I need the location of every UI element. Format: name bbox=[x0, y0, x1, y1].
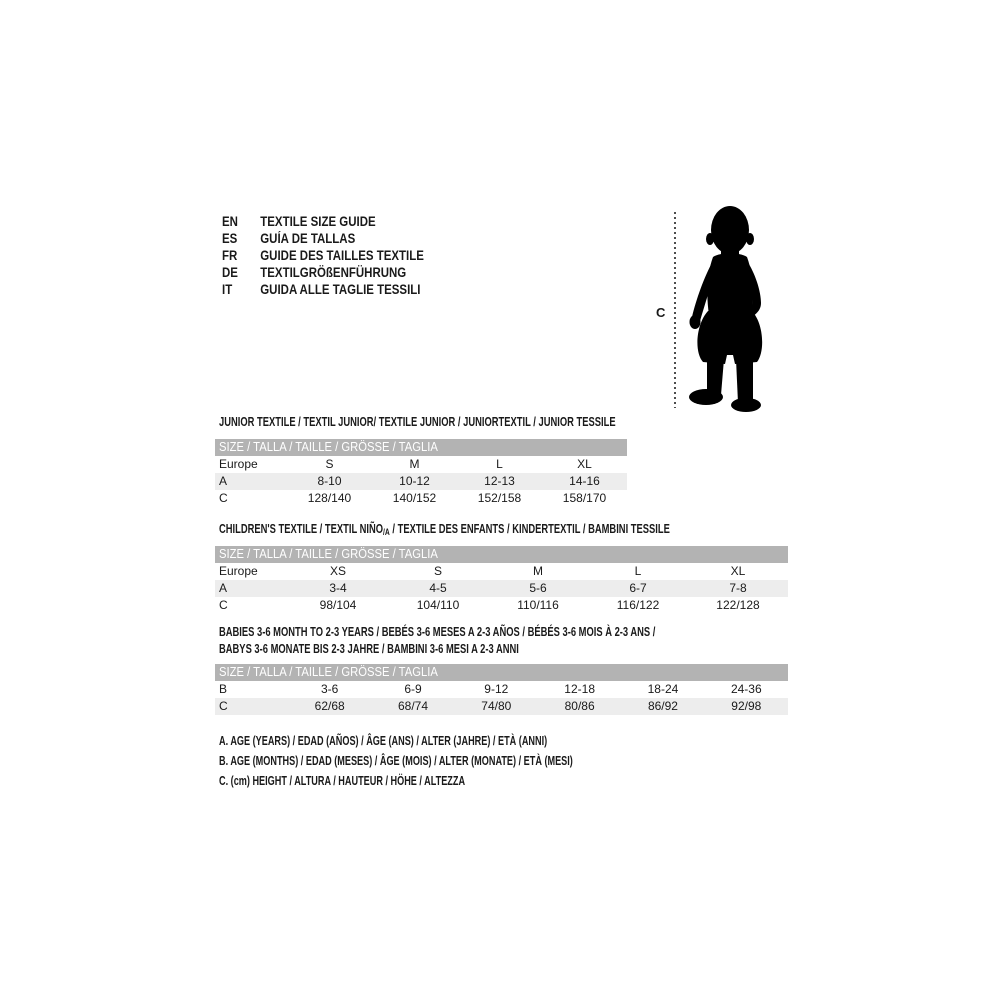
junior-table-title: JUNIOR TEXTILE / TEXTIL JUNIOR/ TEXTILE JUNIOR / JUNIORTEXTIL / JUNIOR TESSILE bbox=[219, 415, 616, 429]
language-list bbox=[222, 213, 460, 298]
language-code: IT bbox=[222, 282, 233, 297]
size-cell: 128/140 bbox=[307, 491, 352, 505]
babies-title-line-1: BABIES 3-6 MONTH TO 2-3 YEARS / BEBÉS 3-6 MESES A 2-3 AÑOS / BÉBÉS 3-6 MOIS À 2-3 ANS / bbox=[219, 625, 656, 639]
row-label: B bbox=[219, 682, 228, 696]
legend-line-b: B. AGE (MONTHS) / EDAD (MESES) / ÂGE (MOIS) / ALTER (MONATE) / ETÀ (MESI) bbox=[219, 754, 573, 768]
table-row-europe bbox=[215, 456, 627, 473]
row-label: C bbox=[219, 491, 228, 505]
language-label: GUIDA ALLE TAGLIE TESSILI bbox=[260, 282, 421, 297]
size-cell: 86/92 bbox=[647, 699, 678, 713]
table-row-months bbox=[215, 681, 788, 698]
table-row-age bbox=[215, 580, 788, 597]
size-cell: 92/98 bbox=[731, 699, 762, 713]
babies-title-line-2: BABYS 3-6 MONATE BIS 2-3 JAHRE / BAMBINI 3-6 MESI A 2-3 ANNI bbox=[219, 642, 519, 656]
height-dotted-line bbox=[674, 212, 676, 408]
size-cell: 5-6 bbox=[529, 581, 547, 595]
size-cell: 68/74 bbox=[397, 699, 428, 713]
size-cell: 6-9 bbox=[404, 682, 422, 696]
size-cell: 4-5 bbox=[429, 581, 447, 595]
table-row-height bbox=[215, 597, 788, 614]
language-label: TEXTILE SIZE GUIDE bbox=[260, 214, 376, 229]
size-header-bar bbox=[215, 439, 627, 456]
size-cell: 116/122 bbox=[616, 598, 660, 612]
size-cell: 9-12 bbox=[484, 682, 509, 696]
size-cell: L bbox=[496, 457, 503, 471]
language-label: GUÍA DE TALLAS bbox=[260, 231, 356, 246]
size-cell: 10-12 bbox=[399, 474, 430, 488]
language-code: FR bbox=[222, 248, 238, 263]
size-cell: 24-36 bbox=[730, 682, 762, 696]
height-dimension-label: C bbox=[656, 305, 666, 320]
table-row-europe bbox=[215, 563, 788, 580]
size-cell: S bbox=[325, 457, 334, 471]
size-cell: 62/68 bbox=[314, 699, 345, 713]
size-header-label: SIZE / TALLA / TAILLE / GRÖSSE / TAGLIA bbox=[219, 665, 438, 679]
legend-line-c: C. (cm) HEIGHT / ALTURA / HAUTEUR / HÖHE / ALTEZZA bbox=[219, 774, 466, 788]
legend-line-a: A. AGE (YEARS) / EDAD (AÑOS) / ÂGE (ANS) / ALTER (JAHRE) / ETÀ (ANNI) bbox=[219, 734, 548, 748]
size-cell: 7-8 bbox=[729, 581, 747, 595]
size-cell: S bbox=[433, 564, 442, 578]
size-header-label: SIZE / TALLA / TAILLE / GRÖSSE / TAGLIA bbox=[219, 440, 438, 454]
size-cell: 14-16 bbox=[569, 474, 600, 488]
size-cell: 110/116 bbox=[517, 598, 559, 612]
table-row-age bbox=[215, 473, 627, 490]
size-header-bar bbox=[215, 546, 788, 563]
row-label: Europe bbox=[219, 564, 258, 578]
language-row-en bbox=[222, 213, 424, 230]
size-cell: 122/128 bbox=[716, 598, 760, 612]
size-cell: 12-13 bbox=[484, 474, 515, 488]
language-row-es bbox=[222, 230, 424, 247]
size-cell: 8-10 bbox=[317, 474, 342, 488]
children-title-part: CHILDREN'S TEXTILE / TEXTIL NIÑO bbox=[219, 522, 384, 536]
size-cell: M bbox=[533, 564, 543, 578]
language-code: DE bbox=[222, 265, 238, 280]
size-cell: 98/104 bbox=[319, 598, 357, 612]
size-cell: XL bbox=[730, 564, 746, 578]
size-cell: M bbox=[409, 457, 420, 471]
row-label: A bbox=[219, 474, 228, 488]
size-cell: 152/158 bbox=[477, 491, 522, 505]
language-code: EN bbox=[222, 214, 238, 229]
size-cell: 6-7 bbox=[629, 581, 647, 595]
size-cell: L bbox=[634, 564, 642, 578]
size-cell: 12-18 bbox=[564, 682, 595, 696]
measurement-legend bbox=[219, 731, 573, 791]
children-title-part: / TEXTILE DES ENFANTS / KINDERTEXTIL / BAMBINI TESSILE bbox=[389, 522, 670, 536]
size-cell: 18-24 bbox=[647, 682, 679, 696]
language-label: GUIDE DES TAILLES TEXTILE bbox=[260, 248, 424, 263]
children-table-title bbox=[219, 521, 670, 541]
language-code: ES bbox=[222, 231, 238, 246]
size-cell: XL bbox=[577, 457, 592, 471]
children-title-subscript: /A bbox=[383, 527, 390, 537]
babies-size-table bbox=[215, 664, 788, 715]
size-cell: 104/110 bbox=[416, 598, 460, 612]
table-row-height bbox=[215, 490, 627, 507]
row-label: A bbox=[219, 581, 228, 595]
size-cell: 3-6 bbox=[320, 682, 339, 696]
row-label: C bbox=[219, 699, 228, 713]
language-row-de bbox=[222, 264, 424, 281]
language-label: TEXTILGRÖßENFÜHRUNG bbox=[260, 265, 407, 280]
language-row-it bbox=[222, 281, 424, 298]
size-cell: 140/152 bbox=[392, 491, 437, 505]
size-cell: XS bbox=[329, 564, 346, 578]
size-cell: 74/80 bbox=[481, 699, 512, 713]
junior-size-table bbox=[215, 439, 627, 507]
toddler-silhouette bbox=[683, 205, 775, 412]
row-label: C bbox=[219, 598, 228, 612]
size-header-label: SIZE / TALLA / TAILLE / GRÖSSE / TAGLIA bbox=[219, 547, 438, 561]
language-row-fr bbox=[222, 247, 424, 264]
size-header-bar bbox=[215, 664, 788, 681]
table-row-height bbox=[215, 698, 788, 715]
row-label: Europe bbox=[219, 457, 258, 471]
size-cell: 80/86 bbox=[564, 699, 595, 713]
babies-table-title bbox=[219, 624, 655, 658]
size-cell: 158/170 bbox=[562, 491, 607, 505]
children-size-table bbox=[215, 546, 788, 614]
size-cell: 3-4 bbox=[329, 581, 347, 595]
